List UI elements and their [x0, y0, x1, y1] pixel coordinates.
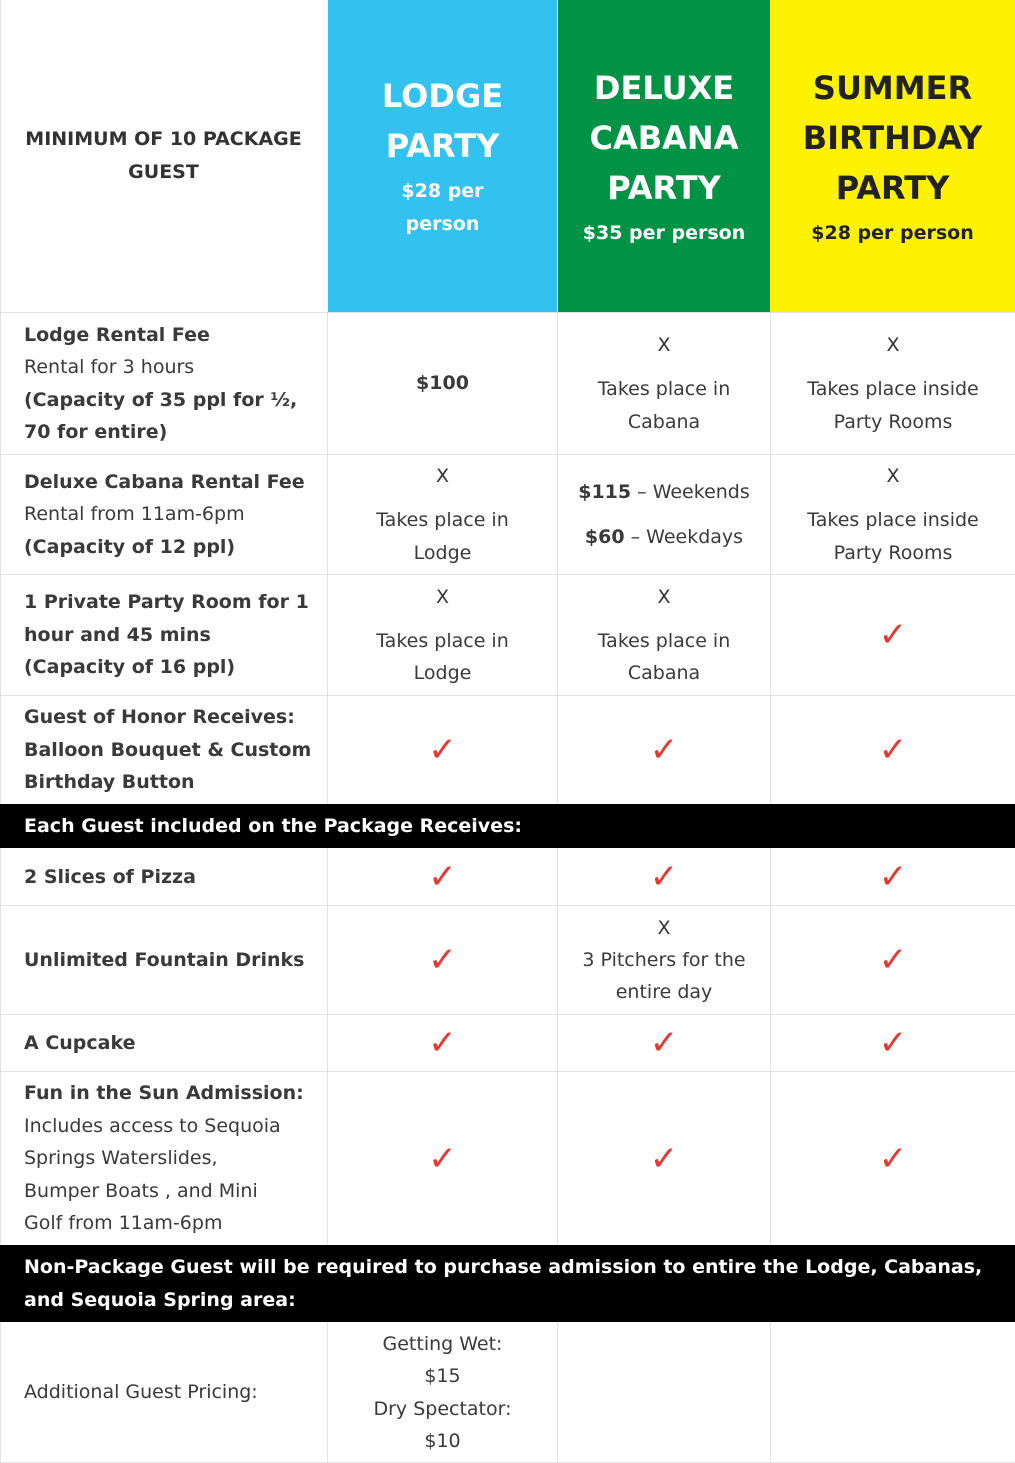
row-label-lodge-rental [0, 313, 327, 454]
cupcake-cabana-cell [558, 1015, 770, 1071]
note-line: Takes place in [597, 629, 731, 652]
row-label-drinks [0, 906, 327, 1014]
pizza-lodge-cell [328, 849, 557, 905]
label-line: Birthday Button [24, 771, 195, 794]
private-room-cabana-cell [558, 575, 770, 695]
cupcake-lodge-cell [328, 1015, 557, 1071]
guest-of-honor-lodge-cell [328, 696, 557, 804]
header-summer-birthday-party [770, 0, 1015, 312]
pricing-line: Getting Wet: [382, 1332, 503, 1355]
guest-of-honor-summer-cell [771, 696, 1015, 804]
lodge-title-line-1: LODGE [381, 77, 504, 115]
checkmark-icon: ✓ [428, 940, 457, 980]
label-line: Lodge Rental Fee [24, 323, 210, 346]
weekend-label: – Weekends [631, 481, 750, 503]
pricing-line: $15 [424, 1365, 461, 1387]
x-mark: X [886, 334, 900, 356]
pricing-line: $10 [424, 1430, 461, 1452]
label-line: Deluxe Cabana Rental Fee [24, 470, 305, 493]
non-package-line: and Sequoia Spring area: [24, 1288, 296, 1311]
x-mark: X [886, 465, 900, 487]
label-line: (Capacity of 35 ppl for ½, [24, 388, 298, 411]
label-line: 1 Private Party Room for 1 [24, 591, 309, 614]
private-room-lodge-cell [328, 575, 557, 695]
admission-summer-cell [771, 1072, 1015, 1245]
private-room-summer-cell [771, 575, 1015, 695]
drinks-summer-cell [771, 906, 1015, 1014]
lodge-rental-summer-cell [771, 313, 1015, 454]
label-line: Balloon Bouquet & Custom [24, 738, 312, 761]
each-guest-section-bar [0, 804, 1015, 848]
note-line: Cabana [627, 410, 701, 433]
weekend-price: $115 [578, 481, 632, 503]
header-min-guest-cell [0, 0, 327, 312]
checkmark-icon: ✓ [649, 1138, 679, 1179]
pricing-line: Dry Spectator: [373, 1397, 512, 1420]
summer-title-line-2: BIRTHDAY [802, 118, 983, 157]
label-line: Guest of Honor Receives: [24, 706, 295, 729]
x-mark: X [435, 585, 450, 608]
cabana-title-line-2: CABANA [589, 118, 739, 157]
lodge-rental-lodge-cell [328, 313, 557, 454]
column-divider [557, 1322, 558, 1463]
checkmark-icon: ✓ [878, 940, 908, 980]
row-label-guest-of-honor [0, 696, 327, 804]
label-line: Unlimited Fountain Drinks [24, 948, 305, 971]
row-label-admission [0, 1072, 327, 1245]
lodge-rental-cabana-cell [558, 313, 770, 454]
note-line: Takes place inside [807, 378, 979, 400]
summer-title-line-3: PARTY [835, 168, 950, 207]
cabana-rental-summer-cell [771, 455, 1015, 574]
row-label-cabana-rental [0, 455, 327, 574]
checkmark-icon: ✓ [428, 857, 457, 897]
lodge-price-line-1: $28 per [401, 180, 484, 202]
checkmark-icon: ✓ [649, 730, 679, 770]
note-line: Lodge [413, 541, 472, 564]
header-lodge-party [328, 0, 557, 312]
x-mark: X [657, 334, 671, 356]
cabana-rental-cabana-cell [558, 455, 770, 574]
pizza-summer-cell [771, 849, 1015, 905]
label-line: (Capacity of 16 ppl) [24, 656, 236, 679]
note-line: 3 Pitchers for the [582, 948, 746, 971]
checkmark-icon: ✓ [878, 1023, 908, 1063]
cabana-rental-lodge-cell [328, 455, 557, 574]
cabana-title-line-3: PARTY [607, 168, 721, 207]
weekday-price: $60 [584, 525, 625, 548]
weekday-price-line [585, 521, 743, 554]
cabana-title-line-1: DELUXE [593, 68, 735, 107]
label-line: Fun in the Sun Admission: [24, 1082, 304, 1105]
row-label-cupcake [0, 1015, 327, 1071]
checkmark-icon: ✓ [649, 857, 679, 897]
row-label-private-room [0, 575, 327, 695]
lodge-title-line-2: PARTY [385, 127, 500, 165]
checkmark-icon: ✓ [428, 730, 457, 770]
checkmark-icon: ✓ [878, 1138, 908, 1179]
cupcake-summer-cell [771, 1015, 1015, 1071]
lodge-rental-price: $100 [416, 372, 469, 394]
note-line: Party Rooms [833, 541, 953, 564]
x-mark: X [657, 916, 671, 939]
label-line: Rental from 11am-6pm [24, 503, 245, 526]
guest-of-honor-cabana-cell [558, 696, 770, 804]
label-line: 70 for entire) [24, 421, 168, 443]
weekday-label: – Weekdays [624, 525, 744, 548]
label-line: Bumper Boats , and Mini [24, 1179, 258, 1202]
note-line: Takes place inside [807, 509, 979, 531]
label-line: Includes access to Sequoia [24, 1114, 281, 1137]
x-mark: X [435, 465, 450, 487]
row-label-additional-guest [0, 1323, 327, 1462]
additional-guest-lodge-cell [328, 1323, 557, 1462]
label-line: (Capacity of 12 ppl) [24, 535, 236, 558]
column-divider [770, 1322, 771, 1463]
summer-price: $28 per person [811, 221, 974, 244]
label-line: Golf from 11am-6pm [24, 1212, 223, 1235]
drinks-cabana-cell [558, 906, 770, 1014]
cabana-price: $35 per person [582, 221, 746, 244]
header-deluxe-cabana-party [558, 0, 770, 312]
non-package-section-bar [0, 1245, 1015, 1322]
label-line: 2 Slices of Pizza [24, 865, 196, 888]
note-line: Takes place in [597, 378, 731, 400]
checkmark-icon: ✓ [878, 857, 908, 897]
checkmark-icon: ✓ [649, 1023, 679, 1063]
label-line: hour and 45 mins [24, 623, 211, 646]
non-package-line: Non-Package Guest will be required to purchase admission to entire the Lodge, Cabanas, [24, 1255, 983, 1278]
note-line: Takes place in [376, 629, 509, 652]
admission-cabana-cell [558, 1072, 770, 1245]
lodge-price-line-2: person [405, 213, 480, 235]
row-label-pizza [0, 849, 327, 905]
pizza-cabana-cell [558, 849, 770, 905]
checkmark-icon: ✓ [878, 615, 908, 655]
min-guest-label: MINIMUM OF 10 PACKAGE GUEST [25, 128, 302, 183]
admission-lodge-cell [328, 1072, 557, 1245]
x-mark: X [657, 585, 671, 608]
label-line: Springs Waterslides, [24, 1147, 218, 1170]
label-line: Rental for 3 hours [24, 356, 195, 378]
note-line: entire day [615, 981, 713, 1003]
checkmark-icon: ✓ [428, 1023, 457, 1063]
note-line: Takes place in [376, 509, 509, 531]
note-line: Lodge [413, 662, 472, 684]
weekend-price-line [578, 476, 750, 509]
note-line: Cabana [627, 662, 701, 684]
label-line: Additional Guest Pricing: [24, 1381, 258, 1404]
note-line: Party Rooms [833, 410, 953, 433]
checkmark-icon: ✓ [428, 1138, 457, 1179]
drinks-lodge-cell [328, 906, 557, 1014]
checkmark-icon: ✓ [878, 730, 908, 770]
each-guest-section-title: Each Guest included on the Package Receives: [24, 815, 522, 837]
label-line: A Cupcake [24, 1031, 136, 1054]
summer-title-line-1: SUMMER [812, 68, 973, 107]
